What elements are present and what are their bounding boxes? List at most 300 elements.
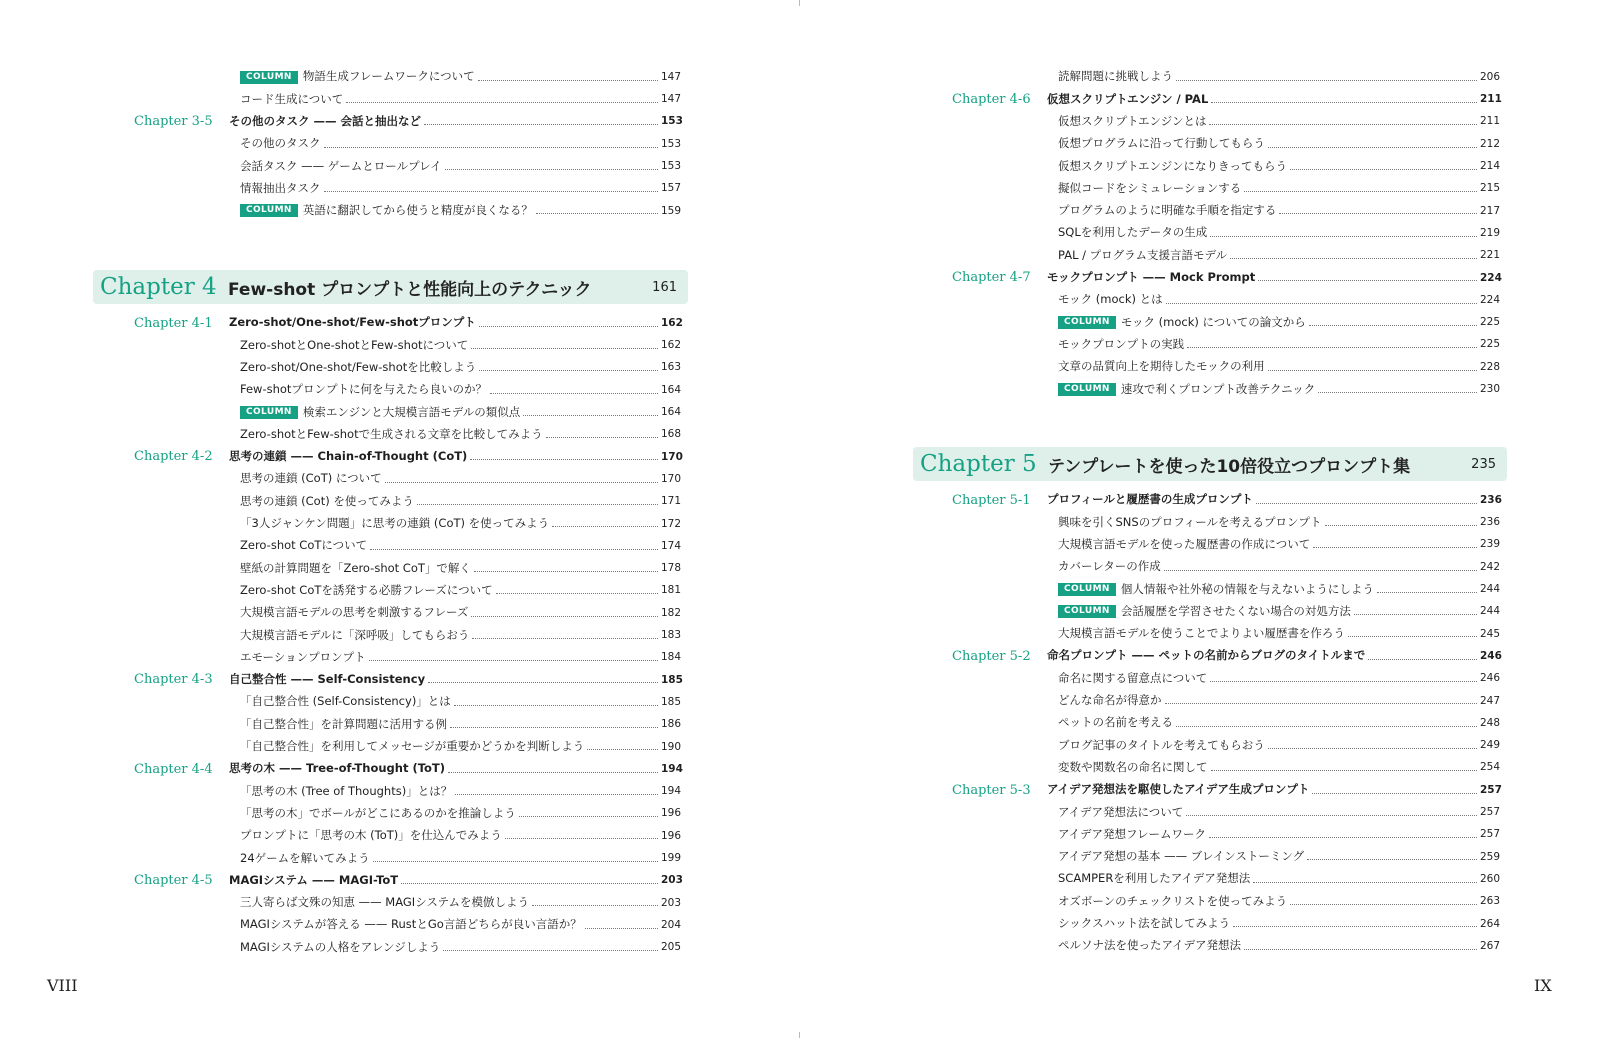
toc-entry-title: その他のタスク — [240, 136, 321, 151]
toc-entry-body — [1058, 717, 1500, 729]
toc-page-number: 164 — [661, 406, 682, 419]
toc-page-number: 257 — [1480, 828, 1501, 841]
toc-entry-body — [229, 763, 681, 775]
toc-entry-body — [229, 872, 683, 887]
toc-entry-row — [954, 823, 1500, 845]
toc-page-number: 214 — [1480, 160, 1501, 173]
toc-entry-body — [1058, 383, 1500, 396]
toc-page-number: 170 — [661, 450, 683, 463]
dot-leader — [1176, 726, 1477, 727]
toc-entry-body — [1058, 873, 1500, 885]
dot-leader — [443, 950, 658, 951]
toc-entry-body — [229, 317, 681, 329]
toc-page-number: 212 — [1480, 137, 1501, 150]
dot-leader — [1279, 213, 1477, 214]
toc-entry-title: ペットの名前を考える — [1058, 715, 1173, 730]
toc-entry-body — [1058, 893, 1501, 908]
toc-entry-title: Zero-shotとFew-shotで生成される文章を比較してみよう — [240, 426, 543, 441]
chapter-number: Chapter 5 — [920, 451, 1037, 477]
toc-entry-title: プログラムのように明確な手順を指定する — [1058, 203, 1277, 218]
toc-entry-row — [954, 578, 1500, 600]
toc-entry-title: Zero-shot/One-shot/Few-shotを比較しよう — [240, 359, 477, 374]
toc-page-number: 217 — [1480, 204, 1501, 217]
section-number: Chapter 4-5 — [134, 873, 213, 889]
dot-leader — [373, 861, 658, 862]
toc-entry-title: PAL / プログラム支援言語モデル — [1058, 247, 1227, 262]
toc-entry-row — [136, 736, 681, 758]
toc-entry-body — [240, 805, 682, 820]
toc-entry-row — [954, 334, 1500, 356]
toc-entry-title: 物語生成フレームワークについて — [302, 69, 475, 84]
dot-leader — [428, 682, 658, 683]
page-folio-right: IX — [1534, 976, 1552, 995]
dot-leader — [470, 459, 658, 460]
toc-page-number: 185 — [661, 695, 682, 708]
dot-leader — [1233, 926, 1477, 927]
toc-entry-title: 仮想プログラムに沿って行動してもらう — [1058, 136, 1265, 151]
toc-section-row — [954, 267, 1500, 289]
toc-page-number: 147 — [661, 70, 682, 83]
toc-entry-row — [136, 357, 681, 379]
dot-leader — [536, 213, 658, 214]
toc-entry-row — [136, 624, 681, 646]
dot-leader — [1186, 815, 1477, 816]
toc-entry-row — [954, 623, 1500, 645]
toc-entry-row — [136, 490, 681, 512]
toc-entry-row — [954, 556, 1500, 578]
dot-leader — [445, 169, 658, 170]
toc-entry-body — [240, 540, 681, 552]
dot-leader — [1258, 280, 1477, 281]
toc-entry-row — [136, 847, 681, 869]
dot-leader — [454, 705, 658, 706]
toc-page-number: 190 — [661, 740, 682, 753]
toc-entry-title: 読解問題に挑戦しよう — [1058, 69, 1173, 84]
dot-leader — [1176, 80, 1477, 81]
toc-page-number: 171 — [661, 495, 682, 508]
dot-leader — [1268, 748, 1477, 749]
toc-page-number: 194 — [661, 762, 683, 775]
right-page-chapter-list — [954, 489, 1500, 957]
toc-entry-body — [1058, 158, 1501, 173]
toc-entry-title: アイデア発想法について — [1058, 804, 1184, 819]
column-badge: COLUMN — [240, 71, 298, 84]
column-badge: COLUMN — [240, 204, 298, 217]
toc-entry-row — [954, 734, 1500, 756]
toc-entry-body — [229, 113, 683, 128]
dot-leader — [1307, 859, 1477, 860]
toc-entry-title: 大規模言語モデルに「深呼吸」してもらおう — [240, 627, 470, 642]
toc-entry-body — [1058, 294, 1500, 306]
dot-leader — [385, 482, 658, 483]
toc-section-row — [136, 869, 681, 891]
toc-page-number: 196 — [661, 807, 682, 820]
toc-page-number: 205 — [661, 941, 682, 954]
section-number: Chapter 5-1 — [952, 492, 1031, 508]
toc-page-number: 236 — [1480, 516, 1501, 529]
dot-leader — [496, 593, 658, 594]
toc-entry-title: 仮想スクリプトエンジンになりきってもらう — [1058, 158, 1287, 173]
dot-leader — [1253, 882, 1477, 883]
dot-leader — [471, 348, 658, 349]
toc-entry-title: 思考の木 —— Tree-of-Thought (ToT) — [229, 761, 446, 776]
toc-entry-title: MAGIシステム —— MAGI-ToT — [229, 872, 399, 887]
toc-entry-title: SCAMPERを利用したアイデア発想法 — [1058, 871, 1251, 886]
toc-entry-body — [1058, 670, 1501, 685]
toc-entry-body — [240, 560, 682, 575]
dot-leader — [1368, 659, 1477, 660]
section-number: Chapter 5-3 — [952, 782, 1031, 798]
toc-page-number: 230 — [1480, 383, 1501, 396]
toc-entry-title: 「自己整合性 (Self-Consistency)」とは — [240, 694, 451, 709]
toc-section-row — [954, 645, 1500, 667]
toc-entry-title: 思考の連鎖 —— Chain-of-Thought (CoT) — [229, 449, 468, 464]
toc-page-number: 211 — [1480, 93, 1502, 106]
dot-leader — [587, 749, 658, 750]
dot-leader — [324, 147, 659, 148]
dot-leader — [519, 816, 658, 817]
toc-page-number: 157 — [661, 182, 682, 195]
dot-leader — [523, 415, 658, 416]
toc-entry-row — [136, 513, 681, 535]
toc-entry-body — [240, 359, 682, 374]
toc-page-number: 221 — [1480, 249, 1501, 262]
toc-entry-body — [240, 493, 682, 508]
dot-leader — [1313, 547, 1477, 548]
toc-entry-title: モック (mock) とは — [1058, 292, 1163, 307]
toc-entry-body — [240, 337, 682, 352]
toc-entry-row — [954, 177, 1500, 199]
toc-entry-body — [1058, 205, 1500, 217]
toc-entry-row — [136, 133, 681, 155]
toc-entry-row — [136, 936, 681, 958]
toc-page-number: 194 — [661, 785, 682, 798]
toc-entry-row — [954, 200, 1500, 222]
toc-entry-title: 英語に翻訳してから使うと精度が良くなる？ — [302, 203, 533, 218]
dot-leader — [1164, 570, 1477, 571]
toc-page-number: 181 — [661, 584, 682, 597]
toc-entry-title: モック (mock) についての論文から — [1120, 314, 1306, 329]
toc-entry-row — [136, 713, 681, 735]
toc-entry-row — [954, 935, 1500, 957]
toc-entry-body — [1047, 272, 1500, 284]
toc-entry-row — [954, 111, 1500, 133]
right-page-top-list — [954, 66, 1500, 400]
toc-entry-body — [1047, 91, 1502, 106]
toc-entry-body — [1058, 361, 1500, 373]
toc-entry-title: MAGIシステムの人格をアレンジしよう — [240, 939, 441, 954]
toc-page-number: 184 — [661, 651, 682, 664]
toc-entry-title: 速攻で利くプロンプト改善テクニック — [1120, 381, 1316, 396]
toc-entry-body — [240, 582, 682, 597]
dot-leader — [585, 928, 658, 929]
dot-leader — [1312, 793, 1477, 794]
toc-entry-body — [240, 473, 681, 485]
toc-entry-title: 「思考の木 (Tree of Thoughts)」とは？ — [240, 783, 453, 798]
dot-leader — [424, 124, 658, 125]
toc-entry-row — [136, 155, 681, 177]
toc-section-row — [136, 758, 681, 780]
toc-page-number: 196 — [661, 829, 682, 842]
toc-entry-row — [954, 667, 1500, 689]
toc-entry-body — [240, 919, 681, 931]
dot-leader — [346, 102, 658, 103]
left-page-top-list — [136, 66, 681, 222]
toc-entry-title: 「思考の木」でボールがどこにあるのかを推論しよう — [240, 805, 516, 820]
toc-page-number: 159 — [661, 204, 682, 217]
toc-page-number: 246 — [1480, 649, 1502, 662]
toc-page-number: 153 — [661, 160, 682, 173]
toc-entry-body — [1058, 138, 1500, 150]
section-number: Chapter 4-3 — [134, 672, 213, 688]
toc-entry-body — [240, 850, 682, 865]
toc-entry-row — [954, 378, 1500, 400]
toc-entry-title: 仮想スクリプトエンジンとは — [1058, 113, 1207, 128]
toc-entry-body — [1058, 336, 1501, 351]
toc-section-row — [136, 111, 681, 133]
toc-entry-row — [954, 311, 1500, 333]
toc-entry-row — [136, 379, 681, 401]
toc-page-number: 204 — [661, 918, 682, 931]
toc-entry-title: 思考の連鎖 (Cot) を使ってみよう — [240, 493, 414, 508]
toc-entry-row — [136, 914, 681, 936]
toc-entry-row — [136, 602, 681, 624]
toc-entry-title: 自己整合性 —— Self-Consistency — [229, 672, 426, 687]
toc-entry-body — [240, 897, 681, 909]
dot-leader — [1290, 169, 1477, 170]
toc-entry-row — [954, 913, 1500, 935]
dot-leader — [552, 526, 658, 527]
toc-page-number: 264 — [1480, 917, 1501, 930]
section-number: Chapter 3-5 — [134, 114, 213, 130]
dot-leader — [369, 660, 658, 661]
section-number: Chapter 4-7 — [952, 270, 1031, 286]
toc-entry-title: コード生成について — [240, 91, 344, 106]
toc-section-row — [136, 312, 681, 334]
dot-leader — [1209, 124, 1477, 125]
toc-page-number: 185 — [661, 673, 683, 686]
toc-entry-body — [1058, 583, 1500, 596]
dot-leader — [417, 504, 658, 505]
chapter-page: 161 — [652, 279, 677, 295]
toc-entry-title: 「自己整合性」を計算問題に活用する例 — [240, 716, 447, 731]
toc-entry-row — [954, 534, 1500, 556]
dot-leader — [1377, 592, 1477, 593]
toc-page-number: 224 — [1480, 293, 1501, 306]
toc-page-number: 153 — [661, 115, 683, 128]
dot-leader — [1325, 525, 1477, 526]
dot-leader — [1210, 236, 1477, 237]
dot-leader — [1210, 681, 1477, 682]
toc-entry-body — [1058, 180, 1501, 195]
toc-entry-row — [136, 401, 681, 423]
toc-entry-row — [954, 66, 1500, 88]
toc-entry-title: 大規模言語モデルを使うことでよりよい履歴書を作ろう — [1058, 626, 1345, 641]
toc-page-number: 242 — [1480, 560, 1501, 573]
toc-entry-body — [1058, 71, 1500, 83]
toc-entry-title: MAGIシステムが答える —— RustとGo言語どちらが良い言語か？ — [240, 917, 582, 932]
left-page-chapter-list — [136, 312, 681, 959]
toc-entry-body — [240, 783, 682, 798]
section-number: Chapter 4-1 — [134, 315, 213, 331]
dot-leader — [472, 638, 658, 639]
toc-entry-body — [1058, 851, 1500, 863]
toc-entry-body — [240, 627, 682, 642]
toc-entry-title: 文章の品質向上を期待したモックの利用 — [1058, 359, 1265, 374]
toc-entry-title: アイデア発想の基本 —— ブレインストーミング — [1058, 849, 1305, 864]
chapter-page: 235 — [1471, 456, 1496, 472]
toc-entry-row — [954, 289, 1500, 311]
toc-page-number: 164 — [661, 383, 682, 396]
dot-leader — [1268, 147, 1477, 148]
column-badge: COLUMN — [1058, 583, 1116, 596]
toc-entry-row — [954, 600, 1500, 622]
toc-entry-body — [1047, 784, 1500, 796]
toc-entry-body — [240, 939, 682, 954]
toc-entry-body — [1058, 227, 1500, 239]
toc-entry-body — [240, 696, 681, 708]
toc-entry-title: モックプロンプトの実践 — [1058, 336, 1185, 351]
dot-leader — [1354, 614, 1477, 615]
toc-entry-title: ブログ記事のタイトルを考えてもらおう — [1058, 737, 1265, 752]
toc-page-number: 168 — [661, 428, 682, 441]
dot-leader — [1348, 636, 1477, 637]
column-badge: COLUMN — [1058, 316, 1116, 329]
toc-entry-title: 仮想スクリプトエンジン / PAL — [1047, 91, 1209, 106]
toc-entry-title: 会話履歴を学習させたくない場合の対処方法 — [1120, 603, 1351, 618]
toc-entry-title: アイデア発想フレームワーク — [1058, 826, 1207, 841]
toc-entry-title: 大規模言語モデルを使った履歴書の作成について — [1058, 536, 1311, 551]
toc-entry-row — [136, 803, 681, 825]
toc-page-number: 186 — [661, 718, 682, 731]
dot-leader — [474, 571, 658, 572]
toc-page-number: 206 — [1480, 70, 1501, 83]
toc-entry-body — [240, 158, 682, 173]
toc-entry-body — [1058, 536, 1501, 551]
toc-page-number: 247 — [1480, 694, 1501, 707]
toc-entry-title: 情報抽出タスク — [240, 180, 321, 195]
dot-leader — [448, 772, 658, 773]
dot-leader — [1244, 191, 1477, 192]
toc-entry-title: 「自己整合性」を利用してメッセージが重要かどうかを判断しよう — [240, 739, 585, 754]
toc-entry-title: Few-shotプロンプトに何を与えたら良いのか？ — [240, 382, 487, 397]
toc-page-number: 162 — [661, 316, 683, 329]
toc-page-number: 254 — [1480, 761, 1501, 774]
toc-page-number: 170 — [661, 472, 682, 485]
toc-entry-title: 思考の連鎖 (CoT) について — [240, 471, 382, 486]
chapter-number: Chapter 4 — [100, 274, 217, 300]
toc-entry-title: 会話タスク —— ゲームとロールプレイ — [240, 158, 442, 173]
column-badge: COLUMN — [240, 406, 298, 419]
toc-entry-row — [136, 557, 681, 579]
toc-page-number: 183 — [661, 629, 682, 642]
toc-entry-body — [1058, 605, 1500, 618]
toc-page-number: 172 — [661, 517, 682, 530]
dot-leader — [471, 616, 658, 617]
section-number: Chapter 4-4 — [134, 761, 213, 777]
chapter-5-heading — [913, 447, 1507, 481]
toc-entry-body — [240, 180, 682, 195]
toc-entry-row — [954, 511, 1500, 533]
toc-page-number: 147 — [661, 93, 682, 106]
toc-page-number: 199 — [661, 852, 682, 865]
toc-entry-title: その他のタスク —— 会話と抽出など — [229, 113, 422, 128]
toc-entry-title: Zero-shot/One-shot/Few-shotプロンプト — [229, 315, 476, 330]
toc-page-number: 267 — [1480, 939, 1501, 952]
toc-entry-row — [136, 780, 681, 802]
column-badge: COLUMN — [1058, 383, 1116, 396]
toc-entry-title: アイデア発想法を駆使したアイデア生成プロンプト — [1047, 782, 1310, 797]
toc-section-row — [136, 446, 681, 468]
toc-entry-title: プロンプトに「思考の木 (ToT)」を仕込んでみよう — [240, 828, 502, 843]
toc-entry-row — [136, 200, 681, 222]
toc-section-row — [954, 88, 1500, 110]
dot-leader — [1290, 904, 1477, 905]
toc-entry-row — [954, 155, 1500, 177]
toc-page-number: 228 — [1480, 360, 1501, 373]
toc-entry-body — [240, 518, 681, 530]
toc-entry-title: エモーションプロンプト — [240, 649, 366, 664]
toc-entry-body — [1058, 737, 1501, 752]
toc-entry-title: Zero-shot CoTについて — [240, 538, 368, 553]
toc-entry-title: どんな命名が得意か — [1058, 693, 1162, 708]
toc-entry-title: プロフィールと履歴書の生成プロンプト — [1047, 492, 1253, 507]
toc-section-row — [136, 669, 681, 691]
toc-entry-body — [1058, 561, 1500, 573]
toc-entry-row — [136, 177, 681, 199]
toc-entry-body — [1047, 494, 1500, 506]
toc-page-number: 249 — [1480, 739, 1501, 752]
toc-entry-row — [136, 646, 681, 668]
dot-leader — [1309, 325, 1477, 326]
toc-entry-body — [1058, 918, 1500, 930]
toc-page-number: 263 — [1480, 895, 1501, 908]
toc-entry-body — [240, 204, 681, 217]
dot-leader — [505, 838, 658, 839]
toc-entry-row — [954, 244, 1500, 266]
toc-entry-title: Zero-shot CoTを誘発する必勝フレーズについて — [240, 582, 493, 597]
toc-entry-body — [240, 649, 682, 664]
toc-entry-row — [136, 334, 681, 356]
toc-entry-body — [1058, 940, 1500, 952]
dot-leader — [1256, 503, 1477, 504]
toc-entry-row — [136, 580, 681, 602]
toc-page-number: 203 — [661, 874, 683, 887]
toc-page-number: 246 — [1480, 672, 1501, 685]
dot-leader — [455, 794, 658, 795]
toc-entry-title: オズボーンのチェックリストを使ってみよう — [1058, 893, 1288, 908]
toc-entry-title: 三人寄らば文殊の知恵 —— MAGIシステムを模倣しよう — [240, 895, 530, 910]
toc-page-number: 224 — [1480, 271, 1502, 284]
toc-entry-body — [240, 741, 681, 753]
toc-entry-body — [1047, 650, 1500, 662]
toc-entry-body — [1058, 826, 1501, 841]
toc-entry-title: ペルソナ法を使ったアイデア発想法 — [1058, 938, 1241, 953]
toc-entry-title: モックプロンプト —— Mock Prompt — [1047, 270, 1256, 285]
toc-entry-body — [240, 426, 682, 441]
toc-page-number: 244 — [1480, 605, 1501, 618]
dot-leader — [490, 393, 658, 394]
toc-entry-body — [240, 406, 681, 419]
toc-entry-title: 「3人ジャンケン問題」に思考の連鎖 (CoT) を使ってみよう — [240, 516, 550, 531]
toc-entry-row — [136, 691, 681, 713]
toc-page-number: 257 — [1480, 783, 1502, 796]
column-badge: COLUMN — [1058, 605, 1116, 618]
toc-page-number: 211 — [1480, 115, 1501, 128]
toc-entry-body — [1058, 695, 1500, 707]
toc-entry-body — [1058, 628, 1500, 640]
toc-entry-body — [1058, 113, 1501, 128]
